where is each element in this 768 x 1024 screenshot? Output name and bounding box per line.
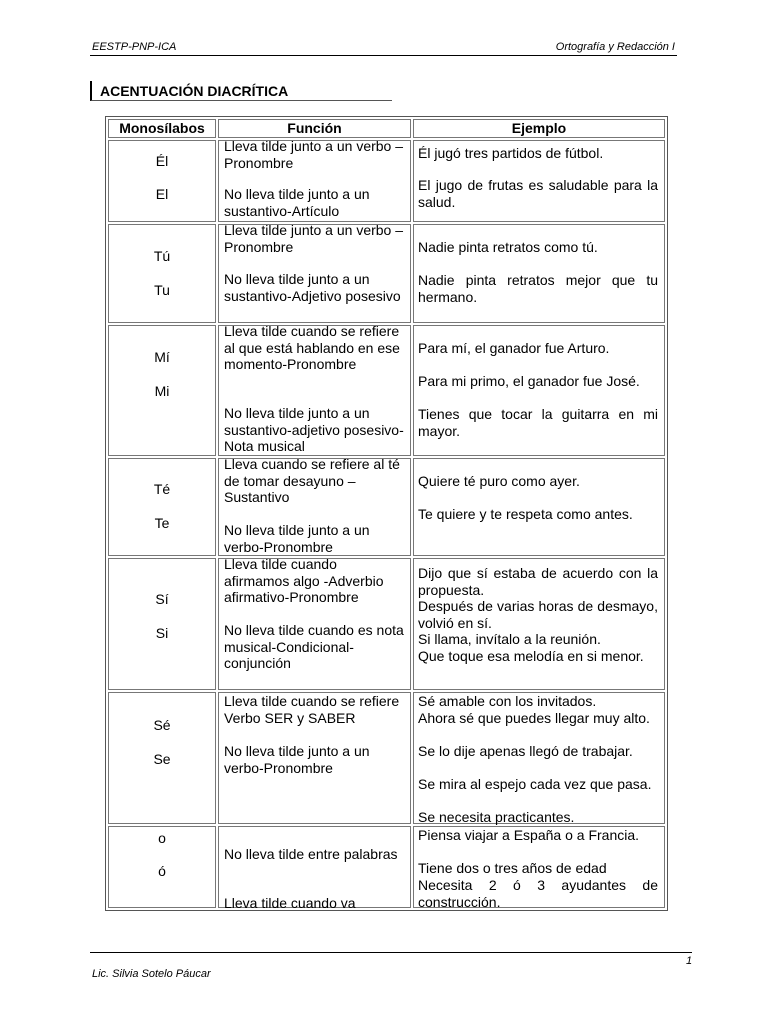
example-text: Si llama, invítalo a la reunión. bbox=[418, 631, 601, 647]
example-text: Se necesita practicantes. bbox=[418, 809, 575, 825]
function-text: Lleva tilde junto a un verbo – Pronombre bbox=[224, 222, 404, 255]
function-cell bbox=[218, 558, 411, 690]
col-header-ejemplo: Ejemplo bbox=[413, 119, 665, 138]
mono-cell bbox=[108, 692, 216, 824]
function-text: Lleva tilde cuando se refiere al que está hablando en ese momento-Pronombre bbox=[224, 323, 400, 372]
section-title-box bbox=[90, 81, 392, 101]
mono-word: Si bbox=[155, 625, 169, 641]
accent-table bbox=[105, 116, 668, 911]
section-title: ACENTUACIÓN DIACRÍTICA bbox=[100, 83, 289, 99]
function-text: No lleva tilde cuando es nota musical-Condicional-conjunción bbox=[224, 622, 404, 671]
example-text: El jugo de frutas es saludable para la salud. bbox=[418, 177, 658, 210]
example-text: Que toque esa melodía en si menor. bbox=[418, 648, 644, 664]
example-text: Tienes que tocar la guitarra en mi mayor. bbox=[418, 406, 658, 439]
example-text: Dijo que sí estaba de acuerdo con la propuesta. bbox=[418, 565, 658, 598]
mono-cell bbox=[108, 458, 216, 556]
function-text: No lleva tilde junto a un sustantivo-adjetivo posesivo-Nota musical bbox=[224, 405, 404, 454]
header-left: EESTP-PNP-ICA bbox=[92, 41, 177, 53]
example-text: Te quiere y te respeta como antes. bbox=[418, 506, 633, 522]
function-text: Lleva tilde cuando se refiere Verbo SER y SABER bbox=[224, 693, 400, 726]
mono-word: Tu bbox=[154, 282, 170, 298]
function-cell bbox=[218, 224, 411, 323]
example-cell bbox=[413, 826, 665, 908]
function-text: No lleva tilde junto a un verbo-Pronombre bbox=[224, 522, 370, 555]
example-cell bbox=[413, 140, 665, 222]
table-row bbox=[108, 558, 665, 690]
function-cell bbox=[218, 458, 411, 556]
example-cell bbox=[413, 558, 665, 690]
example-text: Para mi primo, el ganador fue José. bbox=[418, 373, 640, 389]
example-text: Piensa viajar a España o a Francia. bbox=[418, 827, 640, 843]
mono-cell bbox=[108, 558, 216, 690]
table-row bbox=[108, 325, 665, 456]
mono-cell bbox=[108, 826, 216, 908]
mono-word: Sí bbox=[155, 591, 169, 607]
mono-word: Se bbox=[153, 751, 171, 767]
mono-cell bbox=[108, 224, 216, 323]
example-text: Nadie pinta retratos como tú. bbox=[418, 239, 598, 255]
mono-word: Sé bbox=[153, 717, 171, 733]
footer-rule bbox=[90, 952, 692, 953]
function-text: Lleva tilde junto a un verbo – Pronombre bbox=[224, 138, 404, 171]
example-text: Se mira al espejo cada vez que pasa. bbox=[418, 776, 652, 792]
example-text: Después de varias horas de desmayo, volvió en sí. bbox=[418, 598, 658, 631]
header-right: Ortografía y Redacción I bbox=[555, 41, 675, 53]
example-cell bbox=[413, 224, 665, 323]
example-text: Se lo dije apenas llegó de trabajar. bbox=[418, 743, 633, 759]
mono-word: Té bbox=[153, 481, 171, 497]
function-cell bbox=[218, 826, 411, 911]
mono-cell bbox=[108, 140, 216, 222]
page-number: 1 bbox=[686, 955, 693, 967]
table-row bbox=[108, 458, 665, 556]
example-cell bbox=[413, 692, 665, 824]
function-text: No lleva tilde junto a un sustantivo-Adjetivo posesivo bbox=[224, 271, 401, 304]
footer-author: Lic. Silvia Sotelo Páucar bbox=[92, 968, 211, 980]
header-rule bbox=[90, 55, 677, 56]
mono-word: Mi bbox=[154, 383, 170, 399]
table-row bbox=[108, 692, 665, 824]
table-header-row bbox=[108, 119, 665, 138]
function-text: No lleva tilde junto a un sustantivo-Artículo bbox=[224, 186, 370, 219]
example-text: Para mí, el ganador fue Arturo. bbox=[418, 340, 610, 356]
mono-word: Él bbox=[155, 153, 169, 169]
function-cell bbox=[218, 692, 411, 824]
function-cell bbox=[218, 325, 411, 456]
mono-word: Te bbox=[154, 515, 170, 531]
mono-word: Mí bbox=[154, 349, 170, 365]
example-text: Ahora sé que puedes llegar muy alto. bbox=[418, 710, 650, 726]
function-text: No lleva tilde entre palabras bbox=[224, 846, 398, 862]
example-text: Él jugó tres partidos de fútbol. bbox=[418, 145, 604, 161]
mono-word: ó bbox=[158, 863, 166, 879]
example-text: Necesita 2 ó 3 ayudantes de construcción. bbox=[418, 877, 658, 910]
function-text: Lleva cuando se refiere al té de tomar desayuno – Sustantivo bbox=[224, 456, 400, 505]
function-text: No lleva tilde junto a un verbo-Pronombre bbox=[224, 743, 370, 776]
mono-cell bbox=[108, 325, 216, 456]
function-cell bbox=[218, 140, 411, 222]
function-text: Lleva tilde cuando va bbox=[224, 895, 356, 911]
table-row bbox=[108, 140, 665, 222]
example-text: Nadie pinta retratos mejor que tu hermano. bbox=[418, 272, 658, 305]
example-text: Tiene dos o tres años de edad bbox=[418, 860, 607, 876]
example-cell bbox=[413, 458, 665, 556]
example-text: Sé amable con los invitados. bbox=[418, 693, 597, 709]
table-row bbox=[108, 826, 665, 908]
table-row bbox=[108, 224, 665, 323]
mono-word: El bbox=[155, 186, 169, 202]
example-cell bbox=[413, 325, 665, 456]
example-text: Quiere té puro como ayer. bbox=[418, 473, 580, 489]
col-header-monosilabos: Monosílabos bbox=[108, 119, 216, 138]
mono-word: o bbox=[158, 830, 166, 846]
function-text: Lleva tilde cuando afirmamos algo -Adverbio afirmativo-Pronombre bbox=[224, 556, 384, 605]
mono-word: Tú bbox=[153, 248, 171, 264]
col-header-funcion: Función bbox=[218, 119, 411, 138]
